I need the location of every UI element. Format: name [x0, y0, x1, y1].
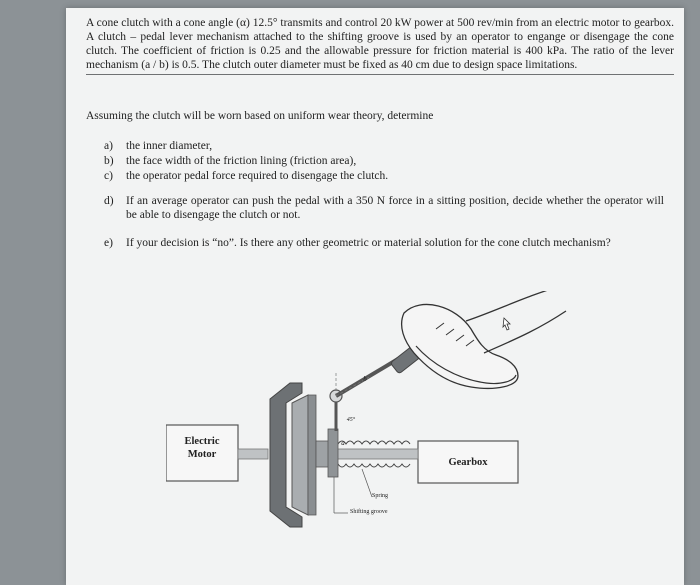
lever-b-label: b: [363, 375, 367, 383]
question-d: [104, 194, 664, 224]
motor-shaft: [238, 449, 268, 459]
question-label: b): [104, 155, 114, 167]
document-page: [66, 8, 684, 585]
clutch-inner-cone: [292, 395, 308, 515]
gearbox-label: Gearbox: [448, 457, 488, 468]
question-label: d): [104, 195, 114, 207]
assumption-text: Assuming the clutch will be worn based on uniform wear theory, determine: [86, 110, 434, 122]
spring-label: Spring: [372, 493, 389, 499]
clutch-mechanism-figure: [166, 291, 626, 541]
question-text: If your decision is “no”. Is there any other geometric or material solution for the cone clutch mechanism?: [126, 237, 611, 249]
question-label: c): [104, 170, 113, 182]
operator-leg: [466, 291, 561, 321]
question-text: If an average operator can push the pedal with a 350 N force in a sitting position, decide whether the operator will be able to disengage the clutch or not.: [126, 195, 664, 221]
question-label: a): [104, 140, 113, 152]
shifting-groove-label: Shifting groove: [350, 509, 388, 515]
question-text: the inner diameter,: [126, 140, 213, 152]
question-label: e): [104, 237, 113, 249]
question-text: the face width of the friction lining (friction area),: [126, 155, 357, 167]
angle-label: 45°: [346, 417, 356, 423]
shifting-groove: [328, 429, 338, 477]
cursor-icon: [503, 318, 510, 330]
electric-motor-label: Electric Motor: [184, 436, 220, 460]
lever-a-label: a: [341, 439, 345, 447]
clutch-diagram: [166, 291, 626, 541]
question-text: the operator pedal force required to disengage the clutch.: [126, 170, 389, 182]
problem-intro-paragraph: A cone clutch with a cone angle (α) 12.5° transmits and control 20 kW power at 500 rev/min from an electric motor to gearbox. A clutch – pedal lever mechanism attached to the shifting groove is used by an operator to engange or disengage the cone clutch. The coefficient of friction is 0.25 and the allowable pressure for friction material is 400 kPa. The ratio of the lever mechanism (a / b) is 0.5. The clutch outer diameter must be fixed as 40 cm due to design space limitations.: [86, 16, 674, 75]
